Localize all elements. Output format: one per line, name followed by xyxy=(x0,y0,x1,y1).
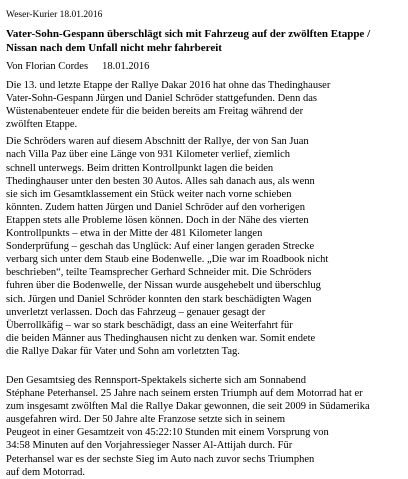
headline-line: Vater-Sohn-Gespann überschlägt sich mit Fahrzeug auf der zwölften Etappe / xyxy=(6,28,371,40)
text-line: auf dem Motorrad. xyxy=(6,466,86,478)
text-line: sie sich im Gesamtklassement ein Stück weiter nach vorne schieben xyxy=(6,188,292,200)
text-line: Sonderprüfung – geschah das Unglück: Auf einer langen geraden Strecke xyxy=(6,241,315,253)
text-line: Kontrollpunkts – etwa in der Mitte der 481 Kilometer langen xyxy=(6,228,263,240)
byline-date: 18.01.2016 xyxy=(102,61,150,72)
text-line: nach Villa Paz über eine Länge von 931 Kilometer verlief, ziemlich xyxy=(6,149,291,161)
text-line: Thedinghauser unter den besten 30 Autos. Alles sah danach aus, als wenn xyxy=(6,175,315,187)
text-line: Überrollkäfig – war so stark beschädigt, dass an eine Weiterfahrt für xyxy=(6,319,293,331)
text-line: sich. Jürgen und Daniel Schröder konnten den stark beschädigten Wagen xyxy=(6,293,312,305)
byline-author: Von Florian Cordes xyxy=(6,61,89,72)
text-line: unverletzt verlassen. Doch das Fahrzeug – genauer gesagt der xyxy=(6,306,266,318)
paragraph-spacer xyxy=(6,362,402,374)
text-line: die Rallye Dakar für Vater und Sohn am vorletzten Tag. xyxy=(6,345,240,357)
paragraph-1 xyxy=(6,79,402,131)
text-line: schnell unterwegs. Beim dritten Kontrollpunkt lagen die beiden xyxy=(6,162,274,174)
paragraph-3 xyxy=(6,374,402,479)
source-line: Weser-Kurier 18.01.2016 xyxy=(6,10,103,20)
paragraph-2 xyxy=(6,135,402,358)
text-line: die beiden Männer aus Thedinghausen nicht zu denken war. Somit endete xyxy=(6,332,316,344)
headline-line: Nissan nach dem Unfall nicht mehr fahrbereit xyxy=(6,42,222,54)
text-line: Den Gesamtsieg des Rennsport-Spektakels sicherte sich am Sonnabend xyxy=(6,374,307,386)
text-line: beschrieben“, teilte Teamsprecher Gerhard Schneider mit. Die Schröders xyxy=(6,267,312,279)
text-line: Stéphane Peterhansel. 25 Jahre nach seinem ersten Triumph auf dem Motorrad hat er xyxy=(6,388,363,400)
text-line: ausgefahren wird. Der 50 Jahre alte Franzose setzte sich in seinem xyxy=(6,414,286,426)
text-line: Vater-Sohn-Gespann Jürgen und Daniel Schröder stattgefunden. Denn das xyxy=(6,93,318,105)
text-line: Die 13. und letzte Etappe der Rallye Dakar 2016 hat ohne das Thedinghauser xyxy=(6,80,331,91)
text-line: 34:58 Minuten auf den Vorjahressieger Nasser Al-Attijah durch. Für xyxy=(6,440,293,452)
headline xyxy=(6,27,402,55)
text-line: Peugeot in einer Gesamtzeit von 45:22:10 Stunden mit einem Vorsprung von xyxy=(6,427,329,439)
byline xyxy=(6,60,402,74)
text-line: zum insgesamt zwölften Mal die Rallye Dakar gewonnen, die seit 2009 in Südamerika xyxy=(6,401,370,413)
text-line: fuhren über die Bodenwelle, der Nissan wurde ausgehebelt und überschlug xyxy=(6,280,321,292)
text-line: Die Schröders waren auf diesem Abschnitt der Rallye, der von San Juan xyxy=(6,136,309,148)
text-line: verbarg sich unter dem Staub eine Bodenwelle. „Die war im Roadbook nicht xyxy=(6,254,329,266)
text-line: Wüstenabenteuer endete für die beiden bereits am Freitag während der xyxy=(6,106,304,118)
text-line: zwölften Etappe. xyxy=(6,119,78,131)
text-line: könnten. Zudem hatten Jürgen und Daniel Schröder auf den vorherigen xyxy=(6,201,305,213)
text-line: Etappen stets alle Probleme lösen können. Doch in der Nähe des vierten xyxy=(6,214,309,226)
text-line: Peterhansel war es der sechste Sieg im Auto nach zuvor sechs Triumphen xyxy=(6,453,315,465)
